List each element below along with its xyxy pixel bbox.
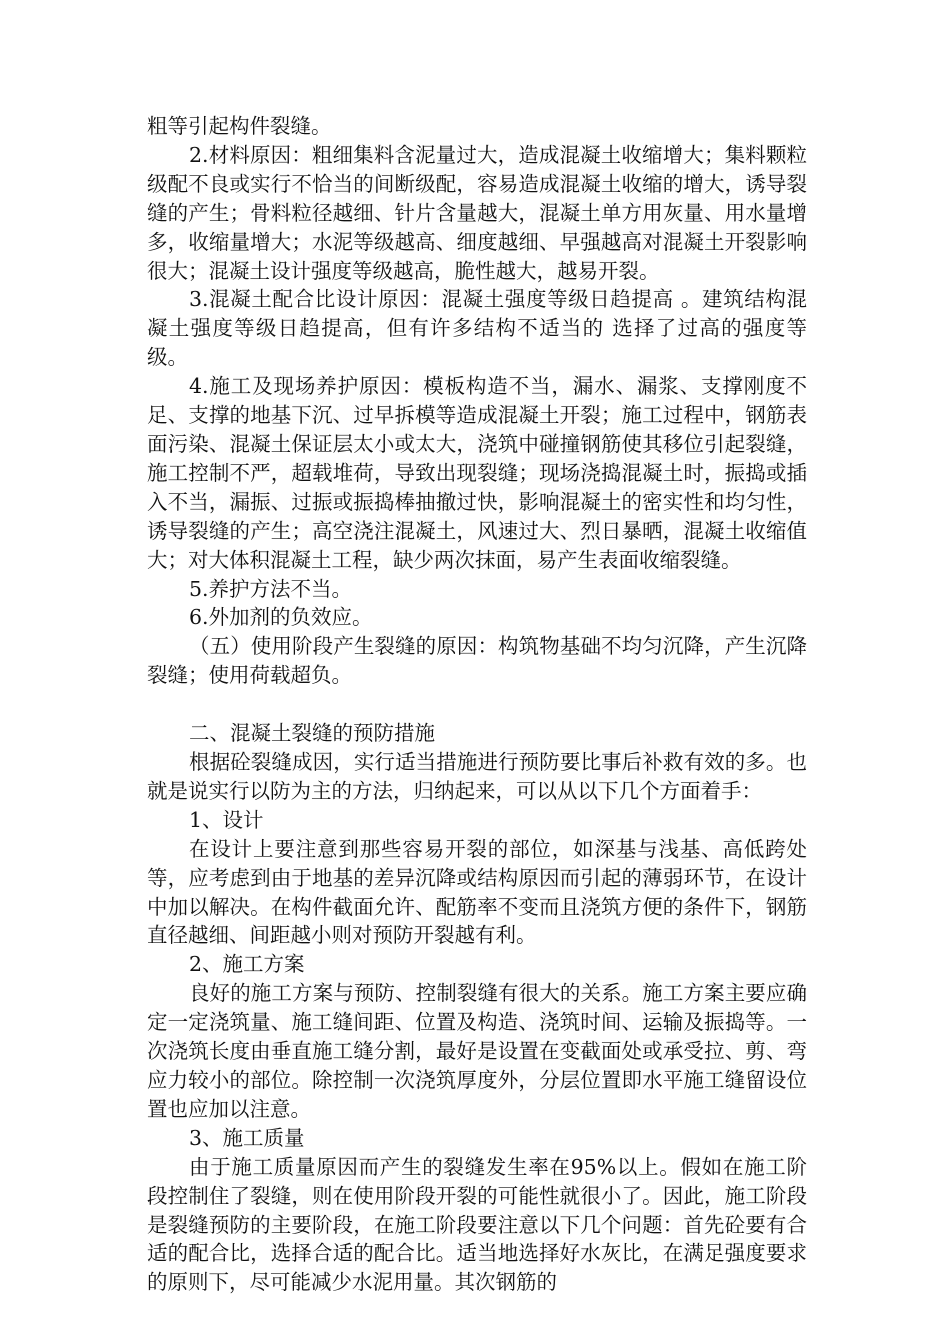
paragraph-usage-stage: （五）使用阶段产生裂缝的原因：构筑物基础不均匀沉降，产生沉降裂缝；使用荷载超负。 [147, 634, 807, 688]
subheading-construction-quality: 3、施工质量 [189, 1125, 305, 1150]
paragraph-construction-plan: 良好的施工方案与预防、控制裂缝有很大的关系。施工方案主要应确定一定浇筑量、施工缝间距、位置及构造、浇筑时间、运输及振捣等。一次浇筑长度由垂直施工缝分割，最好是设置在变截面处或承受拉、剪、弯应力较小的部位。除控制一次浇筑厚度外，分层位置即水平施工缝留设位置也应加以注意。 [147, 981, 807, 1121]
paragraph-admixture: 6.外加剂的负效应。 [189, 605, 373, 630]
paragraph-construction-cause: 4.施工及现场养护原因：模板构造不当，漏水、漏浆、支撑刚度不足、支撑的地基下沉、过早拆模等造成混凝土开裂；施工过程中，钢筋表面污染、混凝土保证层太小或太大，浇筑中碰撞钢筋使其移位引起裂缝，施工控制不严，超载堆荷，导致出现裂缝；现场浇捣混凝土时，振捣或插入不当，漏振、过振或振捣棒抽撤过快，影响混凝土的密实性和均匀性，诱导裂缝的产生；高空浇注混凝土，风速过大、烈日暴晒，混凝土收缩值大；对大体积混凝土工程，缺少两次抹面，易产生表面收缩裂缝。 [147, 374, 807, 572]
document-page [147, 112, 807, 1297]
paragraph-material-cause: 2.材料原因：粗细集料含泥量过大，造成混凝土收缩增大；集料颗粒级配不良或实行不恰当的间断级配，容易造成混凝土收缩的增大，诱导裂缝的产生；骨料粒径越细、针片含量越大，混凝土单方用灰量、用水量增多，收缩量增大；水泥等级越高、细度越细、早强越高对混凝土开裂影响很大；混凝土设计强度等级越高，脆性越大，越易开裂。 [147, 142, 807, 283]
subheading-design: 1、设计 [189, 807, 264, 832]
paragraph-1: 粗等引起构件裂缝。 [147, 114, 332, 138]
paragraph-construction-quality: 由于施工质量原因而产生的裂缝发生率在95%以上。假如在施工阶段控制住了裂缝，则在使用阶段开裂的可能性就很小了。因此，施工阶段是裂缝预防的主要阶段，在施工阶段要注意以下几个问题：首先砼要有合适的配合比，选择合适的配合比。适当地选择好水灰比，在满足强度要求的原则下，尽可能减少水泥用量。其次钢筋的 [147, 1154, 807, 1295]
paragraph-design: 在设计上要注意到那些容易开裂的部位，如深基与浅基、高低跨处等，应考虑到由于地基的差异沉降或结构原因而引起的薄弱环节，在设计中加以解决。在构件截面允许、配筋率不变而且浇筑方便的条件下，钢筋直径越细、间距越小则对预防开裂越有利。 [147, 836, 807, 948]
paragraph-prevention-intro: 根据砼裂缝成因，实行适当措施进行预防要比事后补救有效的多。也就是说实行以防为主的方法，归纳起来，可以从以下几个方面着手： [147, 750, 807, 803]
paragraph-mix-design-cause: 3.混凝土配合比设计原因：混凝土强度等级日趋提高 。建筑结构混凝土强度等级日趋提高，但有许多结构不适当的 选择了过高的强度等级。 [147, 287, 807, 370]
paragraph-curing-method: 5.养护方法不当。 [189, 576, 353, 601]
subheading-construction-plan: 2、施工方案 [189, 952, 305, 977]
section-heading-prevention: 二、混凝土裂缝的预防措施 [189, 721, 435, 746]
